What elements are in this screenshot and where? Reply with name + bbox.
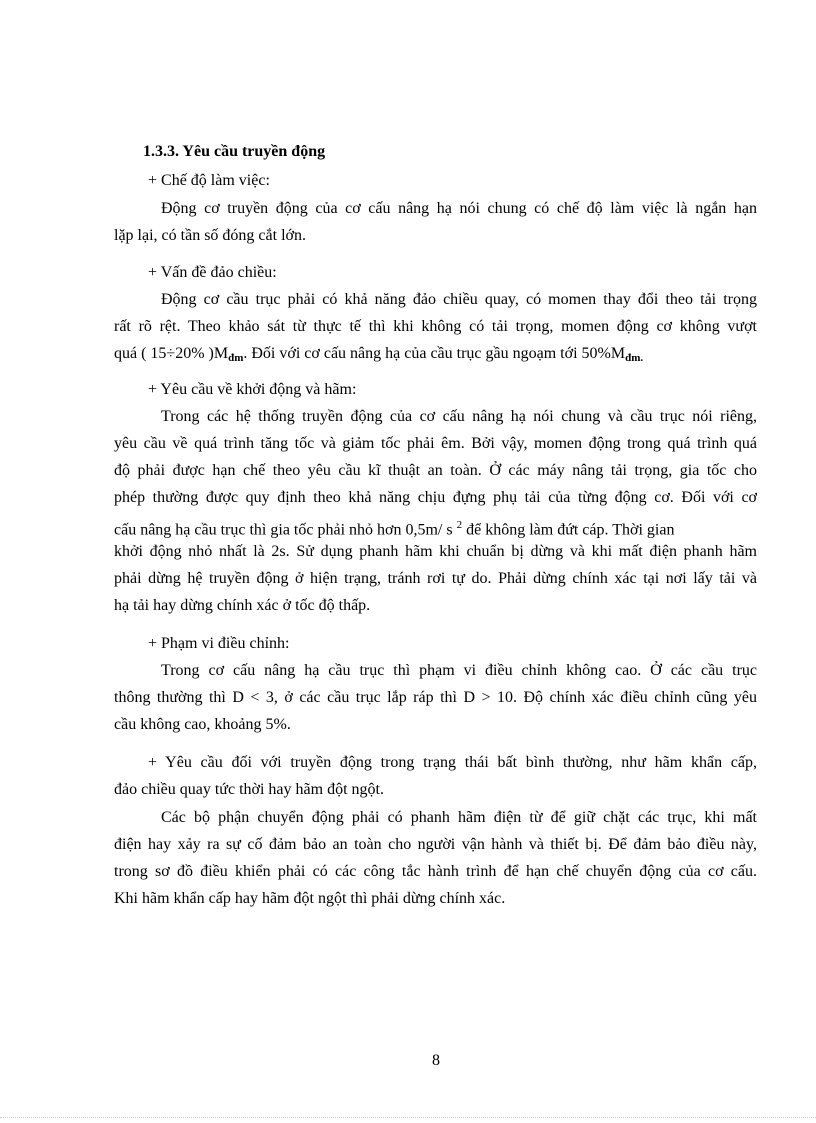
bullet-abnormal-state: + Yêu cầu đối với truyền động trong trạng thái bất bình thường, như hãm khẩn cấp,: [148, 754, 757, 771]
paragraph-line: phải dừng hệ truyền động ở hiện trạng, tránh rơi tự do. Phải dừng chính xác tại nơi lấy tải và: [114, 570, 757, 587]
subscript-rated: đm.: [625, 352, 644, 364]
paragraph-line: rất rõ rệt. Theo khảo sát từ thực tế thì khi không có tải trọng, momen động cơ không vượt: [114, 318, 757, 335]
paragraph-line: đảo chiều quay tức thời hay hãm đột ngột.: [114, 781, 384, 798]
paragraph-line: Trong các hệ thống truyền động của cơ cấu nâng hạ nói chung và cầu trục nói riêng,: [161, 408, 757, 425]
paragraph-line: cầu không cao, khoảng 5%.: [114, 716, 291, 733]
paragraph-line: Các bộ phận chuyển động phải có phanh hãm điện từ để giữ chặt các trục, khi mất: [161, 809, 757, 826]
text-fragment: để không làm đứt cáp. Thời gian: [462, 521, 675, 539]
subscript-rated: đm: [228, 352, 244, 364]
paragraph-line: trong sơ đồ điều khiển phải có các công tắc hành trình để hạn chế chuyển động của cơ cấu.: [114, 863, 757, 880]
bullet-working-mode: + Chế độ làm việc:: [148, 172, 270, 189]
bullet-control-range: + Phạm vi điều chỉnh:: [148, 635, 290, 652]
paragraph-line: thông thường thì D < 3, ở các cầu trục lắp ráp thì D > 10. Độ chính xác điều chỉnh cũng yêu: [114, 689, 757, 706]
text-fragment: cấu nâng hạ cầu trục thì gia tốc phải nhỏ hơn 0,5m/ s: [114, 521, 457, 539]
paragraph-line: hạ tải hay dừng chính xác ở tốc độ thấp.: [114, 597, 371, 614]
superscript-squared: 2: [456, 519, 463, 531]
paragraph-line: yêu cầu về quá trình tăng tốc và giảm tốc phải êm. Bởi vậy, momen động trong quá trình quá: [114, 435, 757, 452]
bullet-reversal: + Vấn đề đảo chiều:: [148, 264, 277, 281]
paragraph-line-acceleration: [114, 515, 674, 540]
paragraph-line: khởi động nhỏ nhất là 2s. Sử dụng phanh hãm khi chuẩn bị dừng và khi mất điện phanh hãm: [114, 543, 757, 560]
text-fragment: . Đối với cơ cấu nâng hạ của cầu trục gầu ngoạm tới 50%M: [243, 345, 626, 362]
paragraph-line: phép thường được quy định theo khả năng chịu đựng phụ tải của từng động cơ. Đối với cơ: [114, 489, 757, 506]
paragraph-line: độ phải được hạn chế theo yêu cầu kĩ thuật an toàn. Ở các máy nâng tải trọng, gia tốc cho: [114, 462, 757, 479]
paragraph-line: điện hay xảy ra sự cố đảm bảo an toàn cho người vận hành và thiết bị. Để đảm bảo điều này,: [114, 836, 757, 853]
text-fragment: quá ( 15÷20% )M: [114, 345, 229, 362]
paragraph-line-torque: [114, 344, 643, 368]
paragraph-line: Động cơ cầu trục phải có khả năng đảo chiều quay, có momen thay đổi theo tải trọng: [161, 291, 757, 308]
paragraph-line: lặp lại, có tần số đóng cắt lớn.: [114, 227, 306, 244]
paragraph-line: Trong cơ cấu nâng hạ cầu trục thì phạm vi điều chỉnh không cao. Ở các cầu trục: [161, 662, 757, 679]
page-bottom-divider: [0, 1117, 816, 1118]
page-number: 8: [432, 1052, 440, 1069]
section-heading: 1.3.3. Yêu cầu truyền động: [143, 143, 326, 160]
paragraph-line: Động cơ truyền động của cơ cấu nâng hạ nói chung có chế độ làm việc là ngắn hạn: [161, 200, 757, 217]
bullet-start-brake: + Yêu cầu về khởi động và hãm:: [148, 381, 357, 398]
paragraph-line: Khi hãm khẩn cấp hay hãm đột ngột thì phải dừng chính xác.: [114, 890, 506, 907]
